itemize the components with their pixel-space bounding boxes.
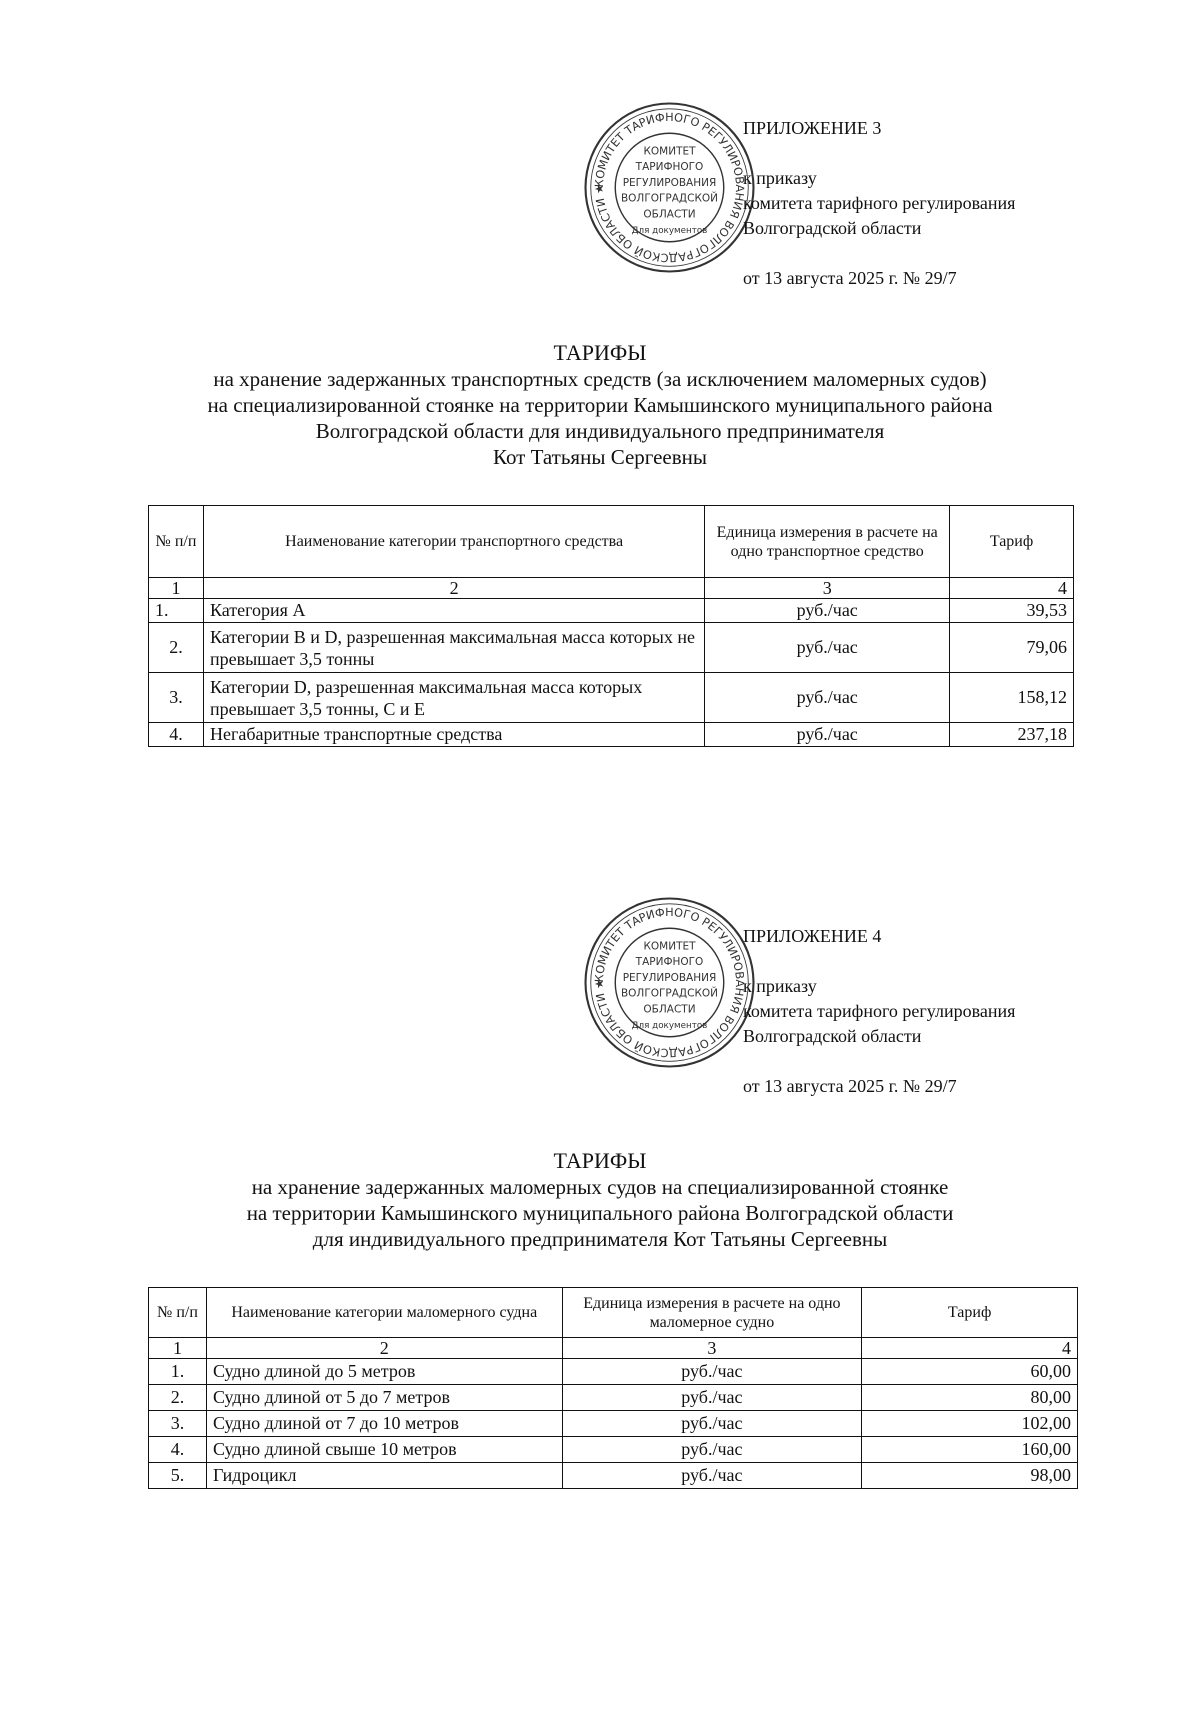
col-index: 2: [206, 1338, 562, 1359]
row-number: 3.: [149, 673, 204, 723]
tariff-table-boats: [148, 1287, 1078, 1489]
annex-3-line2: комитета тарифного регулирования: [743, 193, 1016, 213]
annex-4-line1: к приказу: [743, 976, 817, 996]
row-unit: руб./час: [562, 1359, 862, 1385]
table-row: [149, 599, 1074, 623]
header-category: Наименование категории маломерного судна: [206, 1288, 562, 1338]
section-2-subtitle-1: на хранение задержанных маломерных судов на специализированной стоянке: [251, 1175, 949, 1199]
section-1-title: ТАРИФЫ: [553, 340, 647, 365]
col-index: 1: [149, 578, 204, 599]
svg-text:ОБЛАСТИ: ОБЛАСТИ: [643, 208, 696, 221]
row-unit: руб./час: [562, 1463, 862, 1489]
col-index: 1: [149, 1338, 207, 1359]
row-tariff: 60,00: [862, 1359, 1078, 1385]
official-seal-stamp: [582, 895, 757, 1070]
table-row: [149, 723, 1074, 747]
svg-text:ОБЛАСТИ: ОБЛАСТИ: [643, 1003, 696, 1016]
col-index: 4: [950, 578, 1074, 599]
row-tariff: 102,00: [862, 1411, 1078, 1437]
header-tariff: Тариф: [862, 1288, 1078, 1338]
row-category: Судно длиной свыше 10 метров: [206, 1437, 562, 1463]
row-number: 1.: [149, 1359, 207, 1385]
col-index: 4: [862, 1338, 1078, 1359]
svg-text:КОМИТЕТ ТАРИФНОГО РЕГУЛИРОВАНИ: КОМИТЕТ ТАРИФНОГО РЕГУЛИРОВАНИЯ ВОЛГОГРАДСКОЙ ОБЛАСТИ ★: [591, 904, 748, 1061]
col-index: 3: [705, 578, 950, 599]
section-2-title: ТАРИФЫ: [553, 1148, 647, 1173]
table-row: [149, 1463, 1078, 1489]
row-number: 5.: [149, 1463, 207, 1489]
table-row: [149, 1411, 1078, 1437]
row-unit: руб./час: [705, 723, 950, 747]
row-tariff: 80,00: [862, 1385, 1078, 1411]
annex-3-header: [743, 116, 1015, 291]
row-category: Категории В и D, разрешенная максимальная масса которых не превышает 3,5 тонны: [203, 623, 704, 673]
svg-text:ТАРИФНОГО: ТАРИФНОГО: [635, 161, 704, 173]
row-unit: руб./час: [562, 1411, 862, 1437]
section-2-subtitle-3: для индивидуального предпринимателя Кот Татьяны Сергеевны: [312, 1227, 888, 1251]
row-category: Категории D, разрешенная максимальная масса которых превышает 3,5 тонны, С и Е: [203, 673, 704, 723]
row-unit: руб./час: [705, 673, 950, 723]
svg-text:Для документов: Для документов: [631, 226, 708, 236]
svg-text:РЕГУЛИРОВАНИЯ: РЕГУЛИРОВАНИЯ: [622, 971, 717, 984]
row-category: Гидроцикл: [206, 1463, 562, 1489]
svg-text:Для документов: Для документов: [631, 1021, 708, 1031]
table-row: [149, 623, 1074, 673]
svg-text:ВОЛГОГРАДСКОЙ: ВОЛГОГРАДСКОЙ: [620, 192, 719, 205]
table-row: [149, 1385, 1078, 1411]
row-tariff: 160,00: [862, 1437, 1078, 1463]
row-unit: руб./час: [562, 1437, 862, 1463]
row-category: Судно длиной до 5 метров: [206, 1359, 562, 1385]
section-1-subtitle-4: Кот Татьяны Сергеевны: [492, 445, 708, 469]
tariff-table-vehicles: [148, 505, 1074, 747]
row-number: 3.: [149, 1411, 207, 1437]
row-category: Судно длиной от 7 до 10 метров: [206, 1411, 562, 1437]
row-unit: руб./час: [562, 1385, 862, 1411]
header-unit: Единица измерения в расчете на одно маломерное судно: [562, 1288, 862, 1338]
svg-text:ВОЛГОГРАДСКОЙ: ВОЛГОГРАДСКОЙ: [620, 987, 719, 1000]
section-2-subtitle-2: на территории Камышинского муниципального района Волгоградской области: [246, 1201, 954, 1225]
row-tariff: 79,06: [950, 623, 1074, 673]
annex-3-line3: Волгоградской области: [743, 218, 922, 238]
row-number: 1.: [149, 599, 204, 623]
row-category: Негабаритные транспортные средства: [203, 723, 704, 747]
row-tariff: 39,53: [950, 599, 1074, 623]
annex-4-header: [743, 924, 1015, 1099]
header-unit: Единица измерения в расчете на одно транспортное средство: [705, 506, 950, 578]
section-1-subtitle-2: на специализированной стоянке на территории Камышинского муниципального района: [207, 393, 993, 417]
annex-4-title: ПРИЛОЖЕНИЕ 4: [743, 926, 882, 946]
table-row: [149, 673, 1074, 723]
official-seal-stamp: [582, 100, 757, 275]
row-unit: руб./час: [705, 599, 950, 623]
svg-text:КОМИТЕТ ТАРИФНОГО РЕГУЛИРОВАНИ: КОМИТЕТ ТАРИФНОГО РЕГУЛИРОВАНИЯ ВОЛГОГРАДСКОЙ ОБЛАСТИ ★: [591, 109, 748, 266]
table-row: [149, 1437, 1078, 1463]
annex-3-line1: к приказу: [743, 168, 817, 188]
row-number: 2.: [149, 1385, 207, 1411]
section-2-title-block: [0, 1148, 1200, 1252]
annex-4-line2: комитета тарифного регулирования: [743, 1001, 1016, 1021]
section-1-subtitle-3: Волгоградской области для индивидуального предпринимателя: [315, 419, 885, 443]
row-number: 4.: [149, 723, 204, 747]
header-category: Наименование категории транспортного средства: [203, 506, 704, 578]
annex-4-line3: Волгоградской области: [743, 1026, 922, 1046]
header-number: № п/п: [149, 506, 204, 578]
row-category: Судно длиной от 5 до 7 метров: [206, 1385, 562, 1411]
header-tariff: Тариф: [950, 506, 1074, 578]
row-category: Категория А: [203, 599, 704, 623]
annex-3-date: от 13 августа 2025 г. № 29/7: [743, 268, 957, 288]
header-number: № п/п: [149, 1288, 207, 1338]
section-1-title-block: [0, 340, 1200, 470]
annex-4-date: от 13 августа 2025 г. № 29/7: [743, 1076, 957, 1096]
table-row: [149, 1359, 1078, 1385]
row-number: 4.: [149, 1437, 207, 1463]
section-1-subtitle-1: на хранение задержанных транспортных средств (за исключением маломерных судов): [213, 367, 987, 391]
row-number: 2.: [149, 623, 204, 673]
row-tariff: 158,12: [950, 673, 1074, 723]
col-index: 2: [203, 578, 704, 599]
svg-text:ТАРИФНОГО: ТАРИФНОГО: [635, 956, 704, 968]
row-unit: руб./час: [705, 623, 950, 673]
row-tariff: 237,18: [950, 723, 1074, 747]
svg-text:РЕГУЛИРОВАНИЯ: РЕГУЛИРОВАНИЯ: [622, 176, 717, 189]
annex-3-title: ПРИЛОЖЕНИЕ 3: [743, 118, 882, 138]
col-index: 3: [562, 1338, 862, 1359]
svg-text:КОМИТЕТ: КОМИТЕТ: [643, 940, 696, 953]
svg-text:КОМИТЕТ: КОМИТЕТ: [643, 145, 696, 158]
row-tariff: 98,00: [862, 1463, 1078, 1489]
